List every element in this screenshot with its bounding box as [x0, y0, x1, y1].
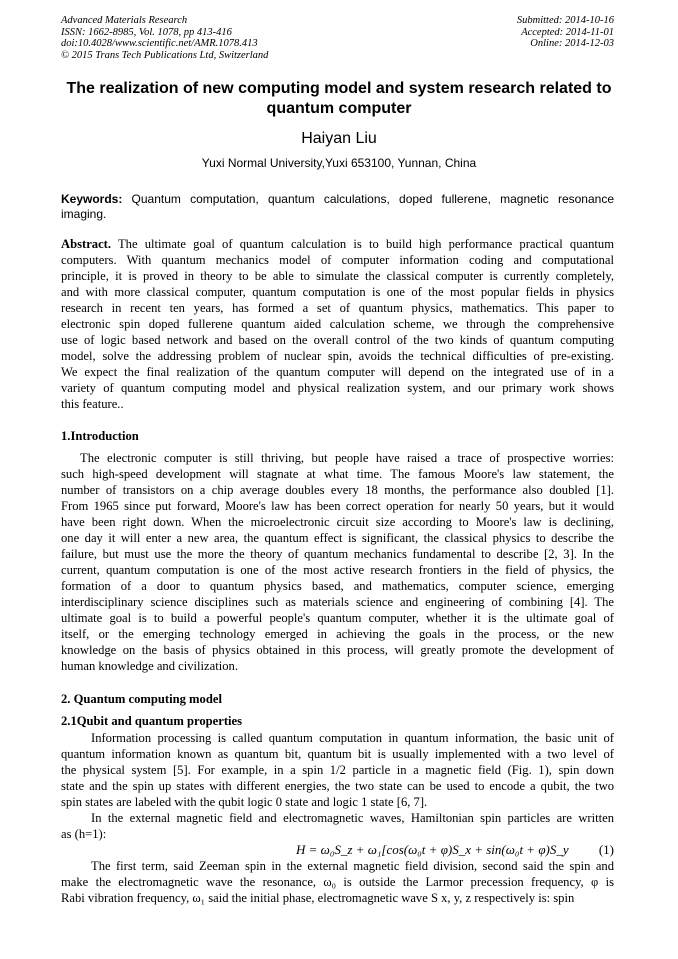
line-text: human knowledge and civilization. [61, 659, 238, 673]
keywords [61, 192, 614, 222]
introduction [61, 450, 614, 674]
line-text: make the electromagnetic wave the resonance, ω₀ is outside the Larmor precession frequency, φ is [61, 875, 614, 889]
line-text: as (h=1): [61, 827, 107, 841]
paragraph [61, 810, 614, 842]
line-text: variety of quantum computing model and physical realization system, and our primary work shows [61, 381, 614, 395]
text-line [61, 826, 614, 842]
line-text: quantum information known as quantum bit, quantum bit is usually implemented with a two level of [61, 747, 614, 761]
text-line [61, 874, 614, 890]
keywords-text: imaging. [61, 207, 107, 221]
line-text: electronic spin doped fullerene quantum aided calculation scheme, we through the comprehensive [61, 317, 614, 331]
line-text: such high-speed development will stagnate at what time. The famous Moore's law statement, the [61, 467, 614, 481]
text-line [61, 268, 614, 284]
line-text: model, solve the addressing problem of nuclear spin, avoids the technical difficulties of pre-existing. [61, 349, 614, 363]
text-line [61, 450, 614, 466]
text-line [61, 794, 614, 810]
journal-info [61, 15, 268, 62]
text-line [61, 332, 614, 348]
text-line [61, 284, 614, 300]
line-text: ultimate goal is to build a powerful people's quantum computer, whether it is the ultimate goal of [61, 611, 614, 625]
subsection-heading: 2.1Qubit and quantum properties [61, 714, 243, 728]
line-text: and with more classical computer, quantum computation is one of the most popular fields in physics [61, 285, 614, 299]
journal-name: Advanced Materials Research [61, 15, 188, 26]
line-text: In the external magnetic field and electromagnetic waves, Hamiltonian spin particles are written [91, 811, 614, 825]
line-text: have been right down. When the microelectronic circuit size according to Moore's law is declining, [61, 515, 614, 529]
line-text: one day it will enter a new area, the quantum effect is significant, the classical physics to describe the [61, 531, 614, 545]
abstract-label: Abstract. [61, 237, 112, 251]
text-line [61, 530, 614, 546]
line-text: formation of a door to quantum physics based, and mathematics, computer science, emerging [61, 579, 614, 593]
line-text: We expect the final realization of the quantum computer will depend on the integrated use of in a [61, 365, 614, 379]
line-text: research in recent ten years, has formed a set of quantum physics, mathematics. This paper to [61, 301, 614, 315]
line-text: use of logic based network and based on the overall control of the two kinds of quantum computing [61, 333, 614, 347]
text-line [61, 348, 614, 364]
keywords-label: Keywords: [61, 192, 123, 206]
line-text: The electronic computer is still thriving, but people have raised a trace of prospective worries: [80, 451, 614, 465]
line-text: The first term, said Zeeman spin in the external magnetic field division, second said the spin and [91, 859, 614, 873]
accepted-date: Accepted: 2014-11-01 [521, 26, 614, 38]
paper-title: The realization of new computing model and system research related to quantum computer [66, 80, 612, 117]
text-line [61, 380, 614, 396]
text-line [61, 466, 614, 482]
text-line [61, 762, 614, 778]
text-line [61, 396, 614, 412]
paragraph [61, 858, 614, 906]
line-text: Information processing is called quantum computation in quantum information, the basic unit of [91, 731, 614, 745]
text-line [61, 498, 614, 514]
dates-info [517, 15, 614, 50]
text-line [61, 236, 614, 252]
line-text: spin states are labeled with the qubit logic 0 state and logic 1 state [6, 7]. [61, 795, 428, 809]
text-line [61, 252, 614, 268]
line-text: knowledge on the basis of physics obtained in this process, will greatly promote the development of [61, 643, 614, 657]
issn: ISSN: 1662-8985, Vol. 1078, pp 413-416 [61, 26, 232, 38]
keywords-text: Quantum computation, quantum calculations, doped fullerene, magnetic resonance [122, 192, 614, 206]
text-line [61, 778, 614, 794]
line-text: this feature.. [61, 397, 124, 411]
line-text: The ultimate goal of quantum calculation is to build high performance practical quantum [111, 237, 614, 251]
line-text: failure, but must use the more the theory of quantum mechanics fundamental to describe [2, 3]. In the [61, 547, 614, 561]
line-text: principle, it is proved in theory to be able to simulate the classical computer is currently completely, [61, 269, 614, 283]
copyright: © 2015 Trans Tech Publications Ltd, Switzerland [61, 50, 269, 62]
text-line [61, 514, 614, 530]
line-text: computers. With quantum mechanics model of computer information coding and computational [61, 253, 614, 267]
text-line [61, 546, 614, 562]
text-line [61, 730, 614, 746]
submitted-date: Submitted: 2014-10-16 [516, 15, 614, 26]
equation: H = ω₀S_z + ω₁[cos(ω₀t + φ)S_x + sin(ω₀t + φ)S_y [296, 842, 569, 857]
text-line [61, 364, 614, 380]
text-line [61, 482, 614, 498]
author: Haiyan Liu [301, 130, 377, 147]
doi: doi:10.4028/www.scientific.net/AMR.1078.413 [61, 38, 258, 50]
affiliation: Yuxi Normal University,Yuxi 653100, Yunnan, China [201, 156, 477, 170]
text-line [61, 890, 614, 906]
section-heading: 2. Quantum computing model [61, 692, 222, 706]
text-line [61, 858, 614, 874]
line-text: current, quantum computation is one of the most active research frontiers in the field of physics, the [61, 563, 614, 577]
text-line [61, 316, 614, 332]
line-text: interdisciplinary science disciplines such as materials science and engineering of combining [4]. The [61, 595, 614, 609]
text-line [61, 594, 614, 610]
text-line [61, 642, 614, 658]
online-date: Online: 2014-12-03 [530, 38, 614, 50]
line-text: the physical system [5]. For example, in a spin 1/2 particle in a magnetic field (Fig. 1), spin down [61, 763, 614, 777]
line-text: number of transistors on a chip average doubles every 18 months, the performance also doubled [1]. [61, 483, 614, 497]
text-line [61, 626, 614, 642]
text-line [61, 562, 614, 578]
paragraph [61, 730, 614, 810]
line-text: state and the spin up states with different energies, the two state can be used to encode a qubit, the two [61, 779, 614, 793]
line-text: itself, or the emerging technology emerged in achieving the goals in the process, or the new [61, 627, 614, 641]
abstract [61, 236, 614, 412]
text-line [61, 578, 614, 594]
line-text: From 1965 since put forward, Moore's law has been correct operation for nearly 50 years, but it would [61, 499, 614, 513]
text-line [61, 610, 614, 626]
text-line [61, 300, 614, 316]
text-line [61, 746, 614, 762]
text-line [61, 810, 614, 826]
text-line [61, 658, 614, 674]
section-heading: 1.Introduction [61, 429, 139, 443]
equation-number: (1) [598, 842, 614, 857]
line-text: Rabi vibration frequency, ω₁ said the initial phase, electromagnetic wave S x, y, z respectively is: spin [61, 891, 575, 905]
